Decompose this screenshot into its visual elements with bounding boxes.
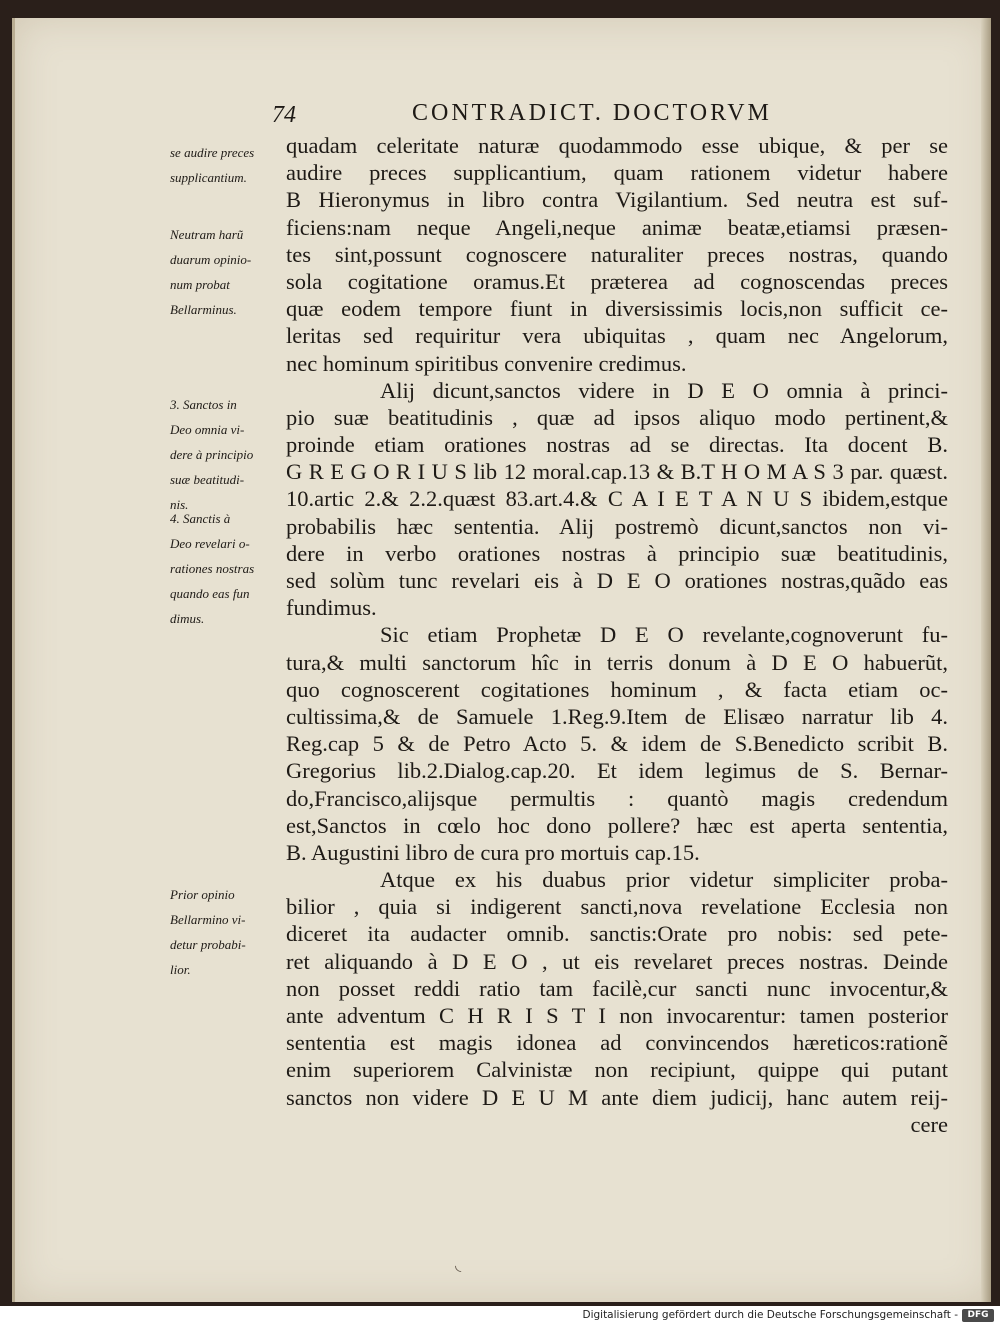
text-line: non posset reddi ratio tam facilè,cur sancti nunc invocentur,& — [286, 975, 948, 1001]
margin-note-line: Prior opinio — [170, 887, 235, 902]
text-line: probabilis hæc sententia. Alij postremò dicunt,sanctos non vi- — [286, 513, 948, 539]
footer-bar — [0, 1306, 1000, 1326]
margin-note-line: quando eas fun — [170, 586, 250, 601]
margin-note-line: Neutram harũ — [170, 227, 244, 242]
text-line: est,Sanctos in cœlo hoc dono pollere? hæc est aperta sententia, — [286, 812, 948, 838]
text-line: sententia est magis idonea ad convincendos hæreticos:rationẽ — [286, 1030, 948, 1056]
running-title: CONTRADICT. DOCTORVM — [412, 100, 772, 126]
body-text — [286, 132, 948, 1138]
text-line: tura,& multi sanctorum hîc in terris donum à D E O habuerũt, — [286, 649, 948, 675]
text-line: dere in verbo orationes nostras à principio suæ beatitudinis, — [286, 540, 948, 566]
text-line: Alij dicunt,sanctos videre in D E O omnia à princi- — [380, 377, 948, 403]
text-line: ficiens:nam neque Angeli,neque animæ beatæ,etiamsi præsen- — [286, 214, 948, 240]
text-line: do,Francisco,alijsque permultis : quantò magis credendum — [286, 785, 948, 811]
text-line: bilior , quia si indigerent sancti,nova revelatione Ecclesia non — [286, 894, 948, 920]
margin-note-line: rationes nostras — [170, 561, 255, 576]
text-line: 10.artic 2.& 2.2.quæst 83.art.4.& C A I E T A N U S ibidem,estque — [286, 486, 948, 512]
text-line: nec hominum spiritibus convenire credimus. — [286, 350, 687, 376]
page-number: 74 — [272, 102, 296, 128]
text-line: diceret ita audacter omnib. sanctis:Orate pro nobis: sed pete- — [286, 921, 948, 947]
dfg-logo: DFG — [962, 1309, 994, 1322]
text-line: ante adventum C H R I S T I non invocarentur: tamen posterior — [286, 1003, 948, 1028]
text-line: ret aliquando à D E O , ut eis revelaret preces nostras. Deinde — [286, 948, 948, 974]
text-line: Atque ex his duabus prior videtur simpliciter proba- — [380, 867, 948, 893]
text-line: quo cognoscerent cogitationes hominum , & facta etiam oc- — [286, 676, 948, 702]
margin-note-line: Bellarmino vi- — [170, 912, 246, 927]
margin-note-line: suæ beatitudi- — [170, 472, 245, 487]
margin-note-line: num probat — [170, 277, 230, 292]
margin-note-4 — [170, 506, 288, 631]
text-line: Sic etiam Prophetæ D E O revelante,cognoverunt fu- — [380, 622, 948, 648]
margin-note-line: duarum opinio- — [170, 252, 252, 267]
running-head — [272, 96, 832, 136]
text-line: sed solùm tunc revelari eis à D E O orationes nostras,quãdo eas — [286, 568, 948, 593]
page-edge — [981, 18, 991, 1302]
margin-note-line: supplicantium. — [170, 170, 247, 185]
text-line: leritas sed requiritur vera ubiquitas , quam nec Angelorum, — [286, 323, 948, 349]
text-line: quæ eodem tempore fiunt in diversissimis locis,non sufficit ce- — [286, 296, 948, 322]
text-line: Gregorius lib.2.Dialog.cap.20. Et idem legimus de S. Bernar- — [286, 758, 948, 784]
text-line: tes sint,possunt cognoscere naturaliter preces nostras, quando — [286, 241, 948, 267]
text-line: quadam celeritate naturæ quodammodo esse ubique, & per se — [286, 133, 948, 158]
margin-note-line: Deo revelari o- — [170, 536, 250, 551]
margin-note-line: Deo omnia vi- — [170, 422, 245, 437]
margin-note-line: lior. — [170, 962, 191, 977]
margin-note-line: nis. — [170, 497, 189, 512]
text-line: sanctos non videre D E U M ante diem judicij, hanc autem reij- — [286, 1084, 948, 1110]
footer-credit: Digitalisierung gefördert durch die Deutsche Forschungsgemeinschaft - — [582, 1309, 958, 1321]
margin-note-5 — [170, 882, 288, 982]
text-line: audire preces supplicantium, quam rationem videtur habere — [286, 160, 948, 186]
text-line: G R E G O R I U S lib 12 moral.cap.13 & B.T H O M A S 3 par. quæst. — [286, 459, 948, 485]
text-line: Reg.cap 5 & de Petro Acto 5. & idem de S.Benedicto scribit B. — [286, 731, 948, 757]
text-line: fundimus. — [286, 595, 377, 621]
text-line: B. Augustini libro de cura pro mortuis cap.15. — [286, 839, 700, 865]
text-line: cultissima,& de Samuele 1.Reg.9.Item de Elisæo narratur lib 4. — [286, 703, 948, 729]
text-line: enim superiorem Calvinistæ non recipiunt, quippe qui putant — [286, 1057, 948, 1083]
text-line: pio suæ beatitudinis , quæ ad ipsos aliquo modo pertinent,& — [286, 404, 948, 430]
catchword: cere — [910, 1111, 948, 1137]
margin-note-line: 3. Sanctos in — [170, 397, 237, 412]
margin-note-line: se audire preces — [170, 145, 255, 160]
text-line: B Hieronymus in libro contra Vigilantium. Sed neutra est suf- — [286, 187, 948, 213]
margin-note-2 — [170, 222, 288, 322]
ink-smudge: ◟ — [455, 1257, 462, 1274]
margin-note-line: detur probabi- — [170, 937, 246, 952]
margin-note-line: 4. Sanctis à — [170, 511, 231, 526]
margin-note-line: Bellarminus. — [170, 302, 237, 317]
margin-note-1 — [170, 140, 288, 190]
text-line: sola cogitatione oramus.Et præterea ad cognoscendas preces — [286, 268, 948, 294]
text-line: proinde etiam orationes nostras ad se directas. Ita docent B. — [286, 432, 948, 458]
margin-note-3 — [170, 392, 288, 517]
margin-note-line: dimus. — [170, 611, 205, 626]
margin-note-line: dere à principio — [170, 447, 254, 462]
